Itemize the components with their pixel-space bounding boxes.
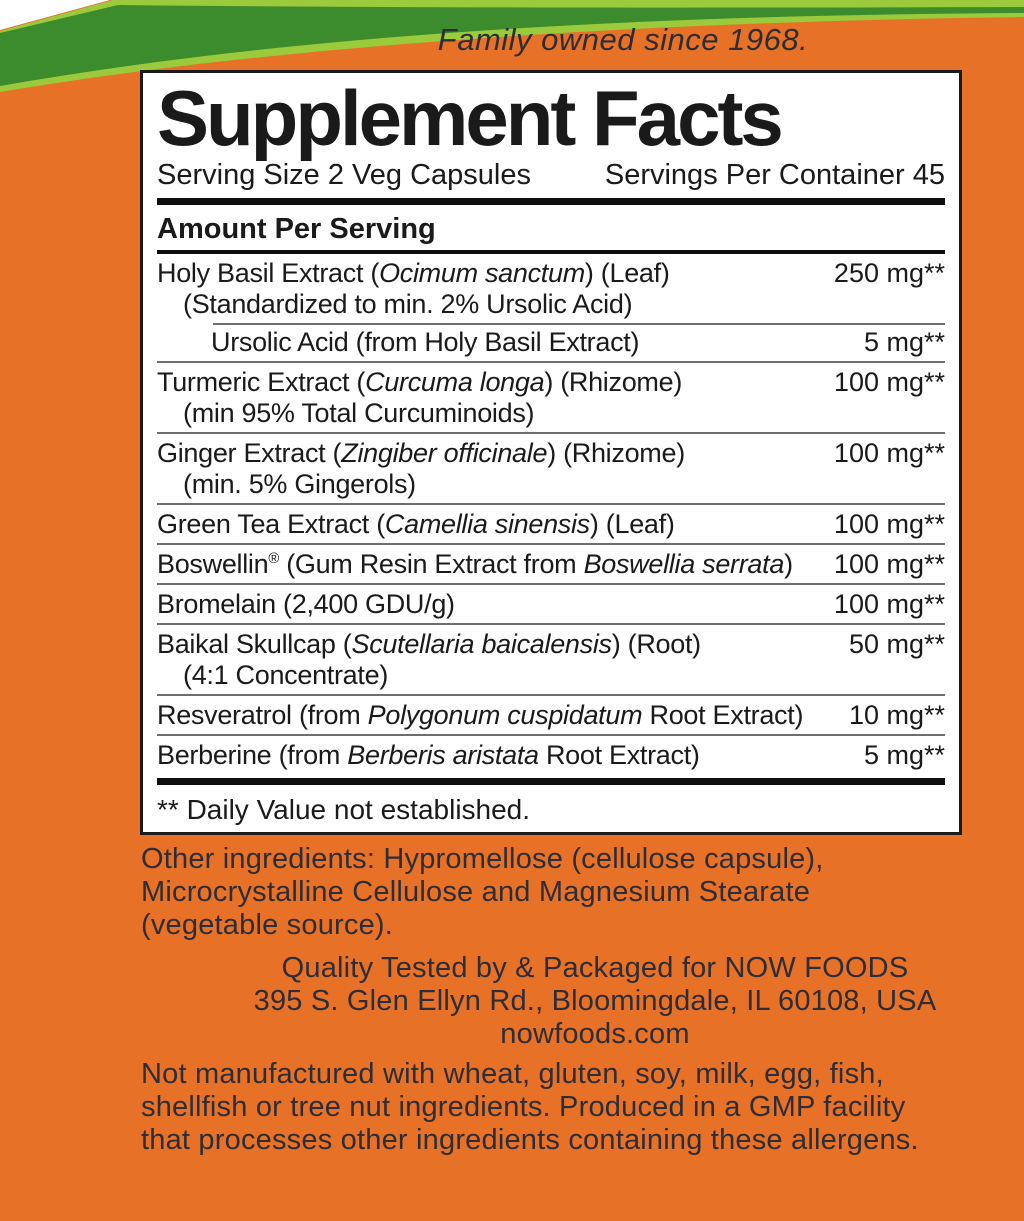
- ingredient-row: [157, 432, 945, 503]
- serving-info-row: [157, 159, 945, 192]
- supplement-facts-panel: [140, 70, 962, 835]
- ingredient-row: [157, 254, 945, 323]
- ingredient-subtext: (min 95% Total Curcuminoids): [183, 398, 535, 429]
- ingredient-row: [157, 361, 945, 432]
- divider-bar-thick: [157, 198, 945, 205]
- ingredient-amount: 5 mg**: [863, 740, 945, 771]
- ingredient-row: [157, 734, 945, 774]
- ingredient-row: [157, 583, 945, 623]
- daily-value-footnote: ** Daily Value not established.: [157, 794, 531, 826]
- ingredient-name: Ginger Extract (Zingiber officinale) (Rhizome) (min. 5% Gingerols): [157, 438, 824, 500]
- panel-title: Supplement Facts: [157, 74, 781, 162]
- ingredient-name: Holy Basil Extract (Ocimum sanctum) (Leaf) (Standardized to min. 2% Ursolic Acid): [157, 258, 824, 320]
- allergen-line: shellfish or tree nut ingredients. Produced in a GMP facility: [141, 1091, 906, 1123]
- ingredient-subtext: (Standardized to min. 2% Ursolic Acid): [183, 289, 633, 320]
- other-ingredients-line: Microcrystalline Cellulose and Magnesium Stearate: [141, 876, 811, 908]
- ingredient-row: [157, 503, 945, 543]
- ingredient-row: [157, 694, 945, 734]
- allergen-statement: [141, 1058, 961, 1157]
- other-ingredients-line: Other ingredients: Hypromellose (cellulose capsule),: [141, 843, 824, 875]
- ingredient-amount: 100 mg**: [833, 589, 945, 620]
- allergen-line: that processes other ingredients containing these allergens.: [141, 1124, 919, 1156]
- ingredient-name: Resveratrol (from Polygonum cuspidatum Root Extract): [157, 700, 804, 731]
- ingredient-subtext: (4:1 Concentrate): [183, 660, 389, 691]
- ingredient-name: Bromelain (2,400 GDU/g): [157, 589, 455, 620]
- ingredient-amount: 100 mg**: [833, 438, 945, 469]
- manufacturer-info: [166, 952, 1024, 1051]
- manufacturer-line: Quality Tested by & Packaged for NOW FOODS: [281, 952, 909, 984]
- ingredient-amount: 250 mg**: [833, 258, 945, 289]
- serving-size: Serving Size 2 Veg Capsules: [157, 159, 531, 192]
- facts-rows: [157, 254, 945, 774]
- ingredient-name: Baikal Skullcap (Scutellaria baicalensis) (Root) (4:1 Concentrate): [157, 629, 839, 691]
- manufacturer-website: nowfoods.com: [500, 1018, 690, 1050]
- ingredient-amount: 10 mg**: [848, 700, 945, 731]
- ingredient-amount: 100 mg**: [833, 549, 945, 580]
- other-ingredients-text: [141, 843, 921, 942]
- brand-tagline: Family owned since 1968.: [437, 22, 809, 57]
- ingredient-name: Boswellin® (Gum Resin Extract from Boswellia serrata): [157, 549, 793, 580]
- ingredient-amount: 100 mg**: [833, 509, 945, 540]
- other-ingredients-line: (vegetable source).: [141, 909, 394, 941]
- servings-per-container: Servings Per Container 45: [604, 159, 945, 192]
- manufacturer-line: 395 S. Glen Ellyn Rd., Bloomingdale, IL 60108, USA: [253, 985, 937, 1017]
- ingredient-subtext: (min. 5% Gingerols): [183, 469, 416, 500]
- ingredient-amount: 50 mg**: [848, 629, 945, 660]
- amount-per-serving-header: Amount Per Serving: [157, 213, 436, 246]
- allergen-line: Not manufactured with wheat, gluten, soy, milk, egg, fish,: [141, 1058, 884, 1090]
- divider-bar-bottom: [157, 778, 945, 785]
- ingredient-row: [157, 543, 945, 583]
- ingredient-name: Ursolic Acid (from Holy Basil Extract): [211, 327, 640, 358]
- ingredient-amount: 100 mg**: [833, 367, 945, 398]
- ingredient-name: Berberine (from Berberis aristata Root Extract): [157, 740, 700, 771]
- ingredient-amount: 5 mg**: [863, 327, 945, 358]
- ingredient-name: Green Tea Extract (Camellia sinensis) (Leaf): [157, 509, 675, 540]
- ingredient-row: [157, 623, 945, 694]
- ingredient-name: Turmeric Extract (Curcuma longa) (Rhizome) (min 95% Total Curcuminoids): [157, 367, 824, 429]
- ingredient-row: [157, 323, 945, 361]
- registered-trademark-symbol: ®: [268, 551, 279, 568]
